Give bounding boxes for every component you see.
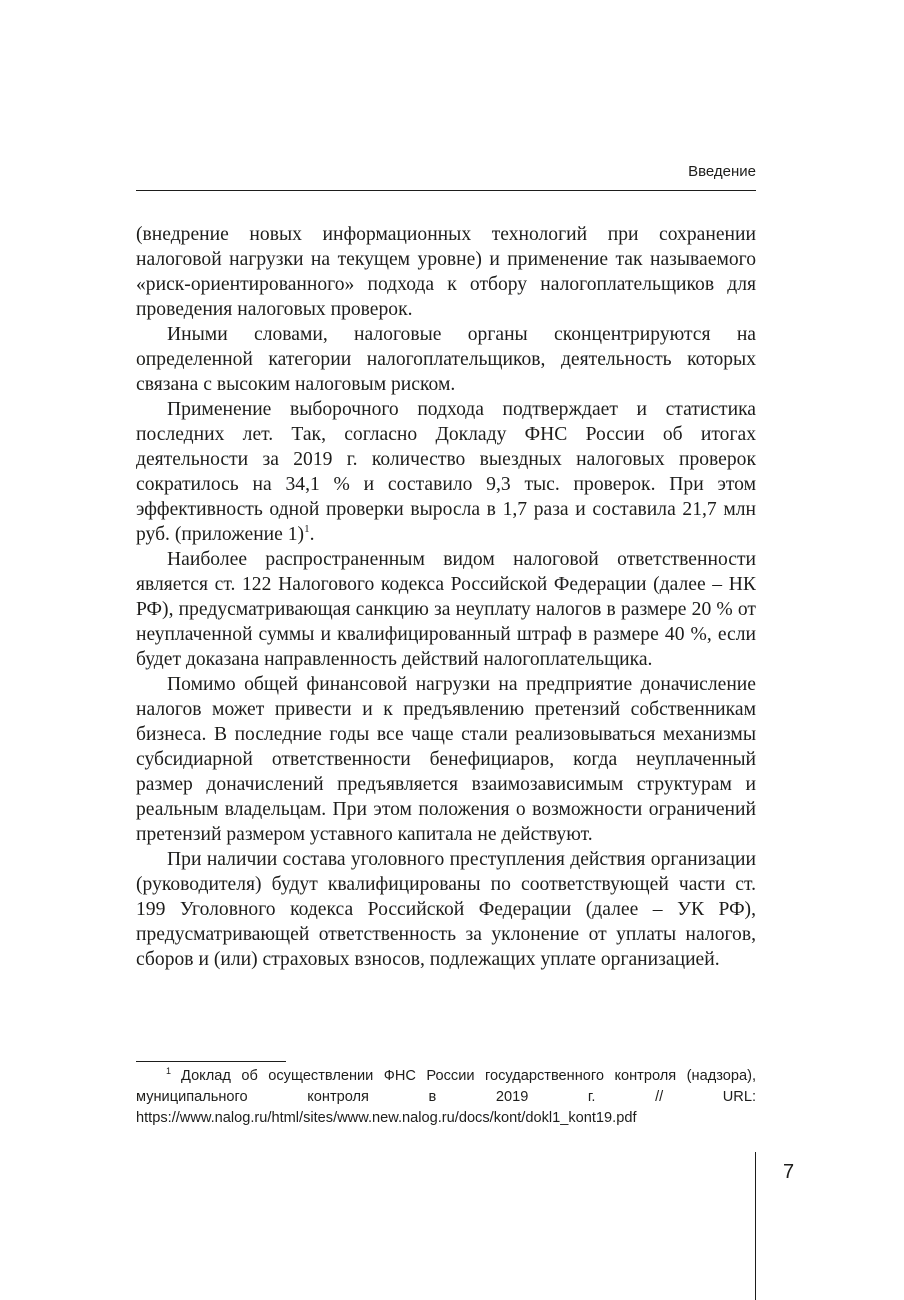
footnote-reference[interactable]: 1	[304, 523, 310, 535]
body-text	[136, 222, 756, 972]
paragraph-6: При наличии состава уголовного преступления действия организации (руководителя) будут квалифицированы по соответствующей части ст. 199 Уголовного кодекса Российской Федерации (далее – УК РФ), предусматривающей ответственность за уклонение от уплаты налогов, сборов и (или) страховых взносов, подлежащих уплате организацией.	[136, 849, 756, 970]
paragraph-3-end: .	[309, 524, 315, 545]
paragraph-3-text: Применение выборочного подхода подтверждает и статистика последних лет. Так, согласно Докладу ФНС России об итогах деятельности за 2019 г. количество выездных налоговых проверок сократилось на 34,1 % и составило 9,3 тыс. проверок. При этом эффективность одной проверки выросла в 1,7 раза и составила 21,7 млн руб. (приложение 1)	[136, 399, 756, 545]
paragraph-4: Наиболее распространенным видом налоговой ответственности является ст. 122 Налогового кодекса Российской Федерации (далее – НК РФ), предусматривающая санкцию за неуплату налогов в размере 20 % от неуплаченной суммы и квалифицированный штраф в размере 40 %, если будет доказана направленность действий налогоплательщика.	[136, 549, 756, 670]
running-head: Введение	[688, 163, 756, 180]
footnote-rule	[136, 1061, 286, 1062]
page-number-rule	[755, 1152, 756, 1300]
paragraph-2: Иными словами, налоговые органы сконцентрируются на определенной категории налогоплательщиков, деятельность которых связана с высоким налоговым риском.	[136, 324, 756, 395]
page-number: 7	[783, 1161, 795, 1183]
paragraph-3	[136, 397, 756, 547]
paragraph-5: Помимо общей финансовой нагрузки на предприятие доначисление налогов может привести и к предъявлению претензий собственникам бизнеса. В последние годы все чаще стали реализовываться механизмы субсидиарной ответственности бенефициаров, когда неуплаченный размер доначислений предъявляется взаимозависимым структурам и реальным владельцам. При этом положения о возможности ограничений претензий размером уставного капитала не действуют.	[136, 674, 756, 845]
header-rule	[136, 190, 756, 191]
paragraph-1: (внедрение новых информационных технологий при сохранении налоговой нагрузки на текущем уровне) и применение так называемого «риск-ориентированного» подхода к отбору налогоплательщиков для проведения налоговых проверок.	[136, 224, 756, 320]
footnote-mark: 1	[166, 1066, 172, 1076]
footnote-text: Доклад об осуществлении ФНС России государственного контроля (надзора), муниципального контроля в 2019 г. // URL: https://www.nalog.ru/html/sites/www.new.nalog.ru/docs/kont/dokl1_kont19.pdf	[136, 1068, 756, 1126]
footnote	[136, 1066, 756, 1129]
